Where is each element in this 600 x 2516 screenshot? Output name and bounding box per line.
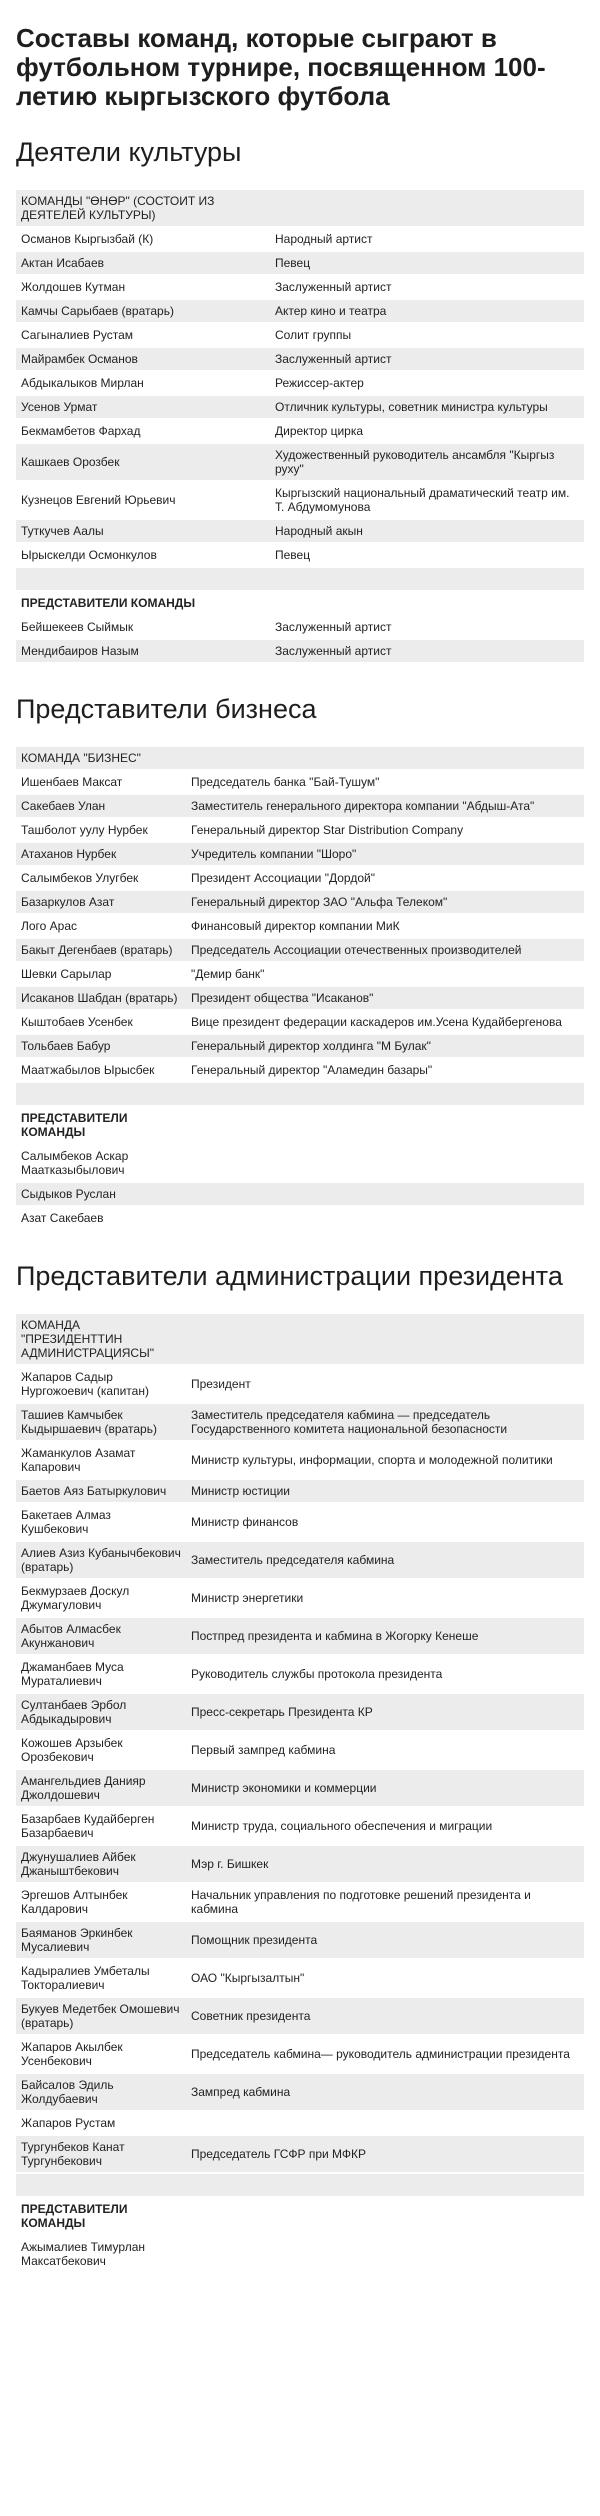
table-row: [16, 396, 584, 418]
member-name: Абдыкалыков Мирлан: [21, 376, 144, 390]
table-row: [16, 1732, 584, 1768]
member-name: Джунушалиев Айбек Джаныштбекович: [16, 1846, 186, 1882]
member-name: Сакебаев Улан: [16, 795, 186, 817]
member-position: Актер кино и театра: [270, 300, 584, 322]
member-position: [186, 1183, 584, 1205]
member-position: Отличник культуры, советник министра культуры: [270, 396, 584, 418]
table-row: [16, 2236, 584, 2272]
table-row: [16, 1404, 584, 1440]
member-name: Базарбаев Кудайберген Базарбаевич: [21, 1812, 155, 1840]
table-row: [16, 1922, 584, 1958]
member-position: Начальник управления по подготовке решений президента и кабмина: [191, 1888, 531, 1916]
table-row: [16, 987, 584, 1009]
member-name: Усенов Урмат: [16, 396, 270, 418]
member-name: Бакетаев Алмаз Кушбекович: [21, 1508, 111, 1536]
table-row: [16, 915, 584, 937]
member-name: Жапаров Акылбек Усенбекович: [21, 2040, 123, 2068]
row-label: КОМАНДЫ "ӨНӨР" (СОСТОИТ ИЗ ДЕЯТЕЛЕЙ КУЛЬТУРЫ): [16, 190, 270, 226]
table-header-row: [16, 1314, 584, 1364]
member-position: [270, 568, 584, 590]
member-position: Помощник президента: [186, 1922, 584, 1958]
member-name: Османов Кыргызбай (К): [21, 232, 154, 246]
member-position: Заместитель председателя кабмина — председатель Государственного комитета национальной безопасности: [186, 1404, 584, 1440]
member-name: Абытов Алмасбек Акунжанович: [16, 1618, 186, 1654]
table-header-row: [16, 747, 584, 769]
member-name: Бекмурзаев Доскул Джумагулович: [21, 1584, 130, 1612]
section-business: [16, 694, 584, 1231]
row-label: [16, 2174, 186, 2196]
member-name: Шевки Сарылар: [21, 967, 112, 981]
member-position: Руководитель службы протокола президента: [191, 1667, 443, 1681]
member-position: Пресс-секретарь Президента КР: [186, 1694, 584, 1730]
roster-table: [16, 1312, 584, 2274]
table-row: [16, 1846, 584, 1882]
page-title: Составы команд, которые сыграют в футбольном турнире, посвященном 100-летию кыргызского футбола: [16, 23, 546, 111]
table-row: [16, 1770, 584, 1806]
table-row: [16, 2036, 584, 2072]
member-position: Народный акын: [270, 520, 584, 542]
member-position: Председатель банка "Бай-Тушум": [191, 775, 380, 789]
table-row: [16, 1808, 584, 1844]
table-row: [16, 843, 584, 865]
member-position: Президент: [191, 1377, 251, 1391]
member-position: Президент Ассоциации "Дордой": [191, 871, 375, 885]
table-row: [16, 300, 584, 322]
member-position: [186, 1207, 584, 1229]
member-name: Бекмамбетов Фархад: [21, 424, 141, 438]
member-position: Президент общества "Исаканов": [186, 987, 584, 1009]
section-title: Представители администрации президента: [16, 1261, 563, 1291]
member-position: Заслуженный артист: [270, 348, 584, 370]
row-label: [16, 568, 270, 590]
section-administration: [16, 1261, 584, 2274]
member-name: Исаканов Шабдан (вратарь): [16, 987, 186, 1009]
table-row: [16, 1580, 584, 1616]
row-label: [16, 1083, 186, 1105]
member-name: Ташболот уулу Нурбек: [21, 823, 148, 837]
member-position: Учредитель компании "Шоро": [186, 843, 584, 865]
member-position: [186, 1145, 584, 1181]
member-position: Кыргызский национальный драматический театр им. Т. Абдумомунова: [275, 486, 570, 514]
table-row: [16, 1145, 584, 1181]
member-name: Сагыналиев Рустам: [21, 328, 134, 342]
member-name: Жапаров Рустам: [21, 2116, 116, 2130]
member-name: Мендибаиров Назым: [16, 640, 270, 662]
member-name: Ишенбаев Максат: [21, 775, 123, 789]
table-row: [16, 228, 584, 250]
member-position: [186, 1314, 584, 1364]
member-name: Жаманкулов Азамат Капарович: [21, 1446, 136, 1474]
member-name: Базаркулов Азат: [16, 891, 186, 913]
table-spacer-row: [16, 1083, 584, 1105]
member-position: Председатель кабмина— руководитель администрации президента: [191, 2047, 570, 2061]
member-position: Заслуженный артист: [270, 640, 584, 662]
table-row: [16, 2112, 584, 2134]
member-name: Сыдыков Руслан: [16, 1183, 186, 1205]
member-position: Советник президента: [186, 1998, 584, 2034]
member-position: Мэр г. Бишкек: [186, 1846, 584, 1882]
table-row: [16, 1618, 584, 1654]
member-name: Султанбаев Эрбол Абдыкадырович: [16, 1694, 186, 1730]
table-spacer-row: [16, 2174, 584, 2196]
member-name: Тольбаев Бабур: [16, 1035, 186, 1057]
member-position: [186, 2198, 584, 2234]
article: [16, 0, 584, 2314]
member-name: Майрамбек Османов: [16, 348, 270, 370]
table-row: [16, 544, 584, 566]
member-name: Кожошев Арзыбек Орозбекович: [21, 1736, 123, 1764]
member-position: Генеральный директор Star Distribution Company: [191, 823, 464, 837]
member-position: Министр энергетики: [191, 1591, 304, 1605]
member-position: Народный артист: [275, 232, 373, 246]
team-representatives-header: [16, 592, 584, 614]
table-row: [16, 324, 584, 346]
member-name: Жолдошев Кутман: [21, 280, 126, 294]
member-position: Заместитель председателя кабмина: [186, 1542, 584, 1578]
table-row: [16, 939, 584, 961]
table-row: [16, 1011, 584, 1033]
member-position: Министр финансов: [191, 1515, 299, 1529]
member-position: Председатель ГСФР при МФКР: [186, 2136, 584, 2172]
member-position: Вице президент федерации каскадеров им.Усена Кудайбергенова: [191, 1015, 562, 1029]
member-position: Генеральный директор "Аламедин базары": [191, 1063, 433, 1077]
table-row: [16, 819, 584, 841]
member-name: Салымбеков Аскар Маатказыбылович: [21, 1149, 129, 1177]
member-position: Директор цирка: [275, 424, 364, 438]
table-row: [16, 640, 584, 662]
member-name: Камчы Сарыбаев (вратарь): [16, 300, 270, 322]
member-position: Постпред президента и кабмина в Жогорку Кенеше: [186, 1618, 584, 1654]
member-name: Лого Арас: [21, 919, 78, 933]
member-name: Ташиев Камчыбек Кыдыршаевич (вратарь): [16, 1404, 186, 1440]
table-row: [16, 252, 584, 274]
table-row: [16, 1504, 584, 1540]
member-position: Заместитель генерального директора компании "Абдыш-Ата": [186, 795, 584, 817]
member-position: [186, 2236, 584, 2272]
member-name: Джаманбаев Муса Мураталиевич: [21, 1660, 124, 1688]
table-row: [16, 482, 584, 518]
member-position: Режиссер-актер: [275, 376, 364, 390]
table-row: [16, 2136, 584, 2172]
member-name: Азат Сакебаев: [21, 1211, 104, 1225]
table-row: [16, 1442, 584, 1478]
row-label: КОМАНДА "ПРЕЗИДЕНТТИН АДМИНИСТРАЦИЯСЫ": [16, 1314, 186, 1364]
member-position: [270, 592, 584, 614]
member-position: Генеральный директор ЗАО "Альфа Телеком": [186, 891, 584, 913]
row-label: КОМАНДА "БИЗНЕС": [16, 747, 186, 769]
member-position: Генеральный директор холдинга "М Булак": [186, 1035, 584, 1057]
member-name: Бейшекеев Сыймык: [21, 620, 134, 634]
table-row: [16, 891, 584, 913]
member-name: Ажымалиев Тимурлан Максатбекович: [21, 2240, 145, 2268]
table-row: [16, 1884, 584, 1920]
member-position: [270, 190, 584, 226]
member-name: Кадыралиев Умбеталы Токторалиевич: [21, 1964, 150, 1992]
table-row: [16, 276, 584, 298]
table-row: [16, 420, 584, 442]
member-name: Кыштобаев Усенбек: [21, 1015, 133, 1029]
member-position: [186, 2174, 584, 2196]
table-row: [16, 771, 584, 793]
member-position: Зампред кабмина: [186, 2074, 584, 2110]
member-position: Певец: [270, 252, 584, 274]
table-row: [16, 1998, 584, 2034]
member-position: Заслуженный артист: [275, 620, 392, 634]
member-name: Актан Исабаев: [16, 252, 270, 274]
member-position: [186, 1083, 584, 1105]
row-label: ПРЕДСТАВИТЕЛИ КОМАНДЫ: [21, 2202, 128, 2230]
member-position: Певец: [275, 548, 311, 562]
member-name: Туткучев Аалы: [16, 520, 270, 542]
section-title: Представители бизнеса: [16, 694, 317, 724]
member-name: Алиев Азиз Кубанычбекович (вратарь): [16, 1542, 186, 1578]
member-name: Атаханов Нурбек: [16, 843, 186, 865]
table-row: [16, 1183, 584, 1205]
table-row: [16, 1542, 584, 1578]
team-representatives-header: [16, 2198, 584, 2234]
member-position: Министр юстиции: [186, 1480, 584, 1502]
row-label: ПРЕДСТАВИТЕЛИ КОМАНДЫ: [21, 596, 196, 610]
member-position: Председатель Ассоциации отечественных производителей: [186, 939, 584, 961]
member-position: ОАО "Кыргызалтын": [191, 1971, 305, 1985]
table-row: [16, 372, 584, 394]
member-name: Байсалов Эдиль Жолдубаевич: [16, 2074, 186, 2110]
member-position: [186, 2112, 584, 2134]
table-row: [16, 795, 584, 817]
member-position: [186, 1107, 584, 1143]
table-row: [16, 867, 584, 889]
member-position: Финансовый директор компании МиК: [191, 919, 400, 933]
member-name: Эргешов Алтынбек Калдарович: [21, 1888, 128, 1916]
member-name: Кашкаев Орозбек: [16, 444, 270, 480]
member-name: Жапаров Садыр Нургожоевич (капитан): [21, 1370, 149, 1398]
member-position: Министр культуры, информации, спорта и молодежной политики: [191, 1453, 553, 1467]
table-row: [16, 1059, 584, 1081]
table-row: [16, 963, 584, 985]
member-position: Художественный руководитель ансамбля "Кыргыз руху": [270, 444, 584, 480]
row-label: ПРЕДСТАВИТЕЛИ КОМАНДЫ: [21, 1111, 128, 1139]
member-position: Министр экономики и коммерции: [186, 1770, 584, 1806]
table-header-row: [16, 190, 584, 226]
table-row: [16, 444, 584, 480]
member-name: Салымбеков Улугбек: [21, 871, 139, 885]
roster-table: [16, 188, 584, 664]
member-name: Ырыскелди Осмонкулов: [21, 548, 157, 562]
member-position: Солит группы: [275, 328, 352, 342]
table-row: [16, 2074, 584, 2110]
member-position: Заслуженный артист: [275, 280, 392, 294]
table-row: [16, 348, 584, 370]
team-representatives-header: [16, 1107, 584, 1143]
table-spacer-row: [16, 568, 584, 590]
roster-table: [16, 745, 584, 1231]
table-row: [16, 1480, 584, 1502]
table-row: [16, 1694, 584, 1730]
member-name: Баяманов Эркинбек Мусалиевич: [16, 1922, 186, 1958]
table-row: [16, 520, 584, 542]
table-row: [16, 1960, 584, 1996]
table-row: [16, 616, 584, 638]
member-name: Баетов Аяз Батыркулович: [16, 1480, 186, 1502]
member-name: Амангельдиев Данияр Джолдошевич: [16, 1770, 186, 1806]
section-title: Деятели культуры: [16, 137, 242, 167]
member-position: Министр труда, социального обеспечения и миграции: [191, 1819, 493, 1833]
member-name: Кузнецов Евгений Юрьевич: [21, 493, 176, 507]
member-name: Бакыт Дегенбаев (вратарь): [16, 939, 186, 961]
member-name: Маатжабылов Ырысбек: [21, 1063, 155, 1077]
section-culture: [16, 137, 584, 664]
member-name: Тургунбеков Канат Тургунбекович: [16, 2136, 186, 2172]
member-name: Букуев Медетбек Омошевич (вратарь): [16, 1998, 186, 2034]
table-row: [16, 1656, 584, 1692]
member-position: "Демир банк": [191, 967, 265, 981]
table-row: [16, 1035, 584, 1057]
member-position: [186, 747, 584, 769]
table-row: [16, 1207, 584, 1229]
table-row: [16, 1366, 584, 1402]
member-position: Первый зампред кабмина: [191, 1743, 336, 1757]
